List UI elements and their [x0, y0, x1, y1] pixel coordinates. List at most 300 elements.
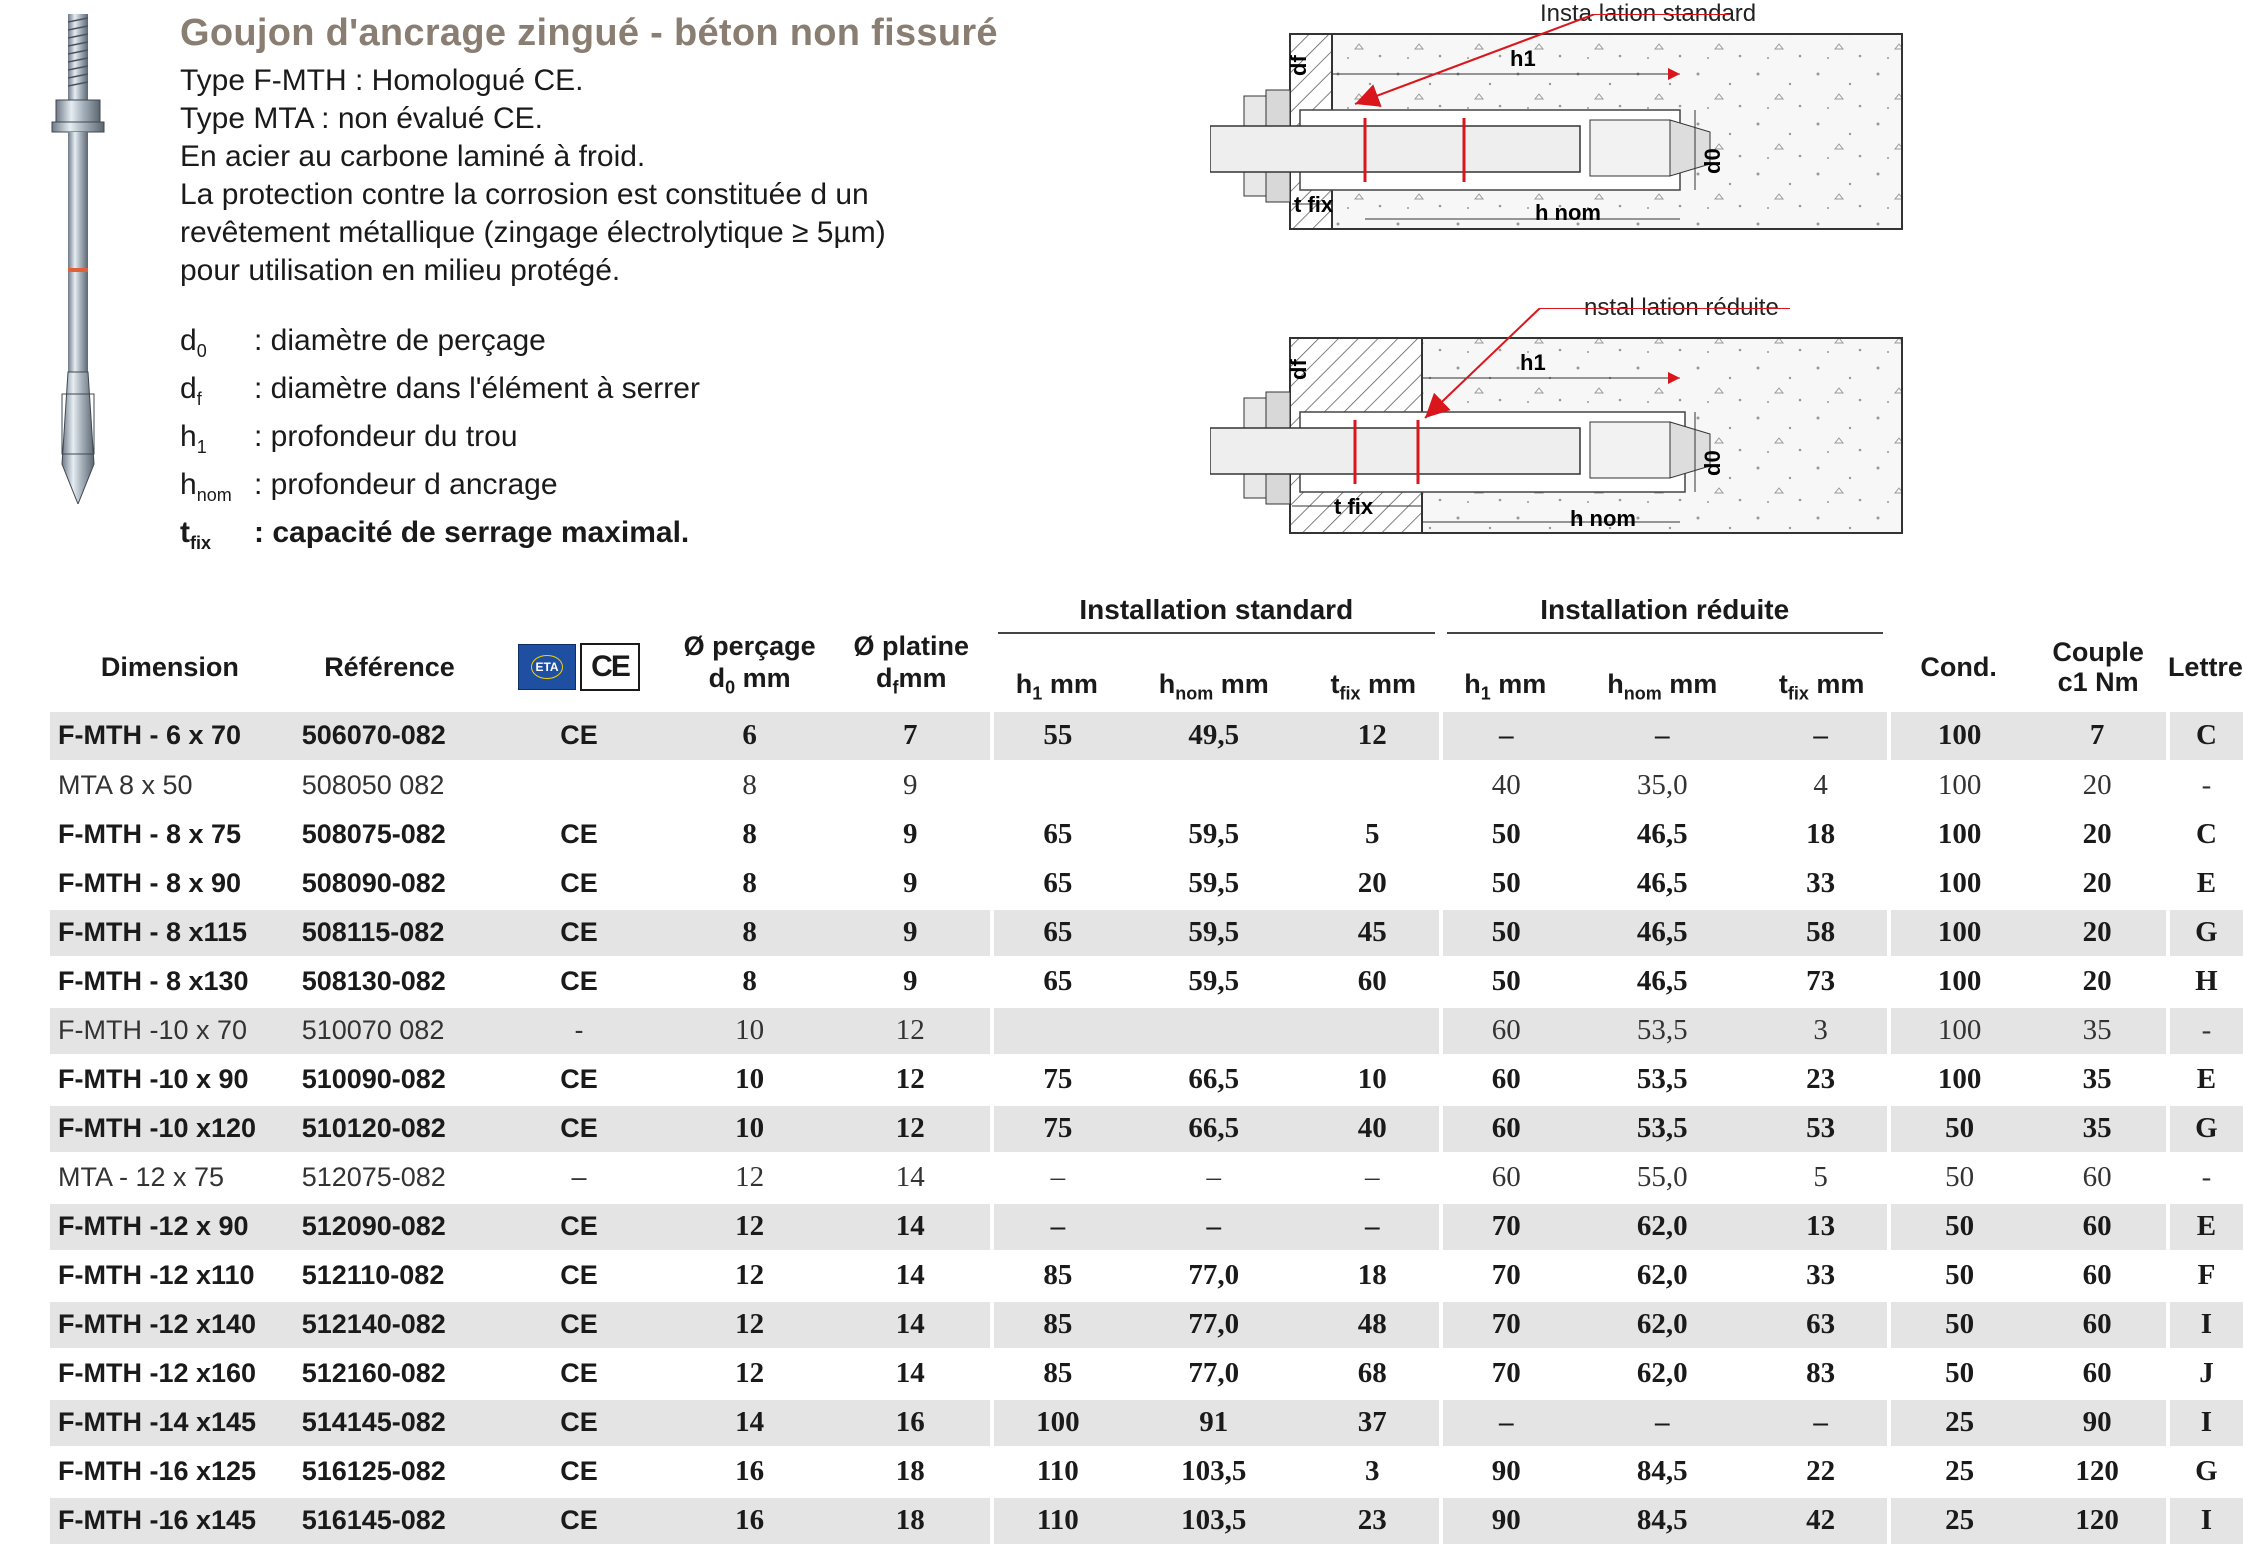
cell-r-hnom: 84,5 [1570, 1447, 1754, 1496]
header-percage-label: Ø perçage [683, 631, 816, 662]
cell-r-tfix: – [1754, 1398, 1889, 1447]
table-row [50, 712, 2243, 761]
cell-r-hnom: 84,5 [1570, 1496, 1754, 1545]
cell-d0: 8 [669, 810, 831, 859]
cell-hnom: 66,5 [1122, 1055, 1306, 1104]
header-group-standard [992, 590, 1440, 638]
cell-r-hnom: 46,5 [1570, 810, 1754, 859]
spec-table [50, 590, 2243, 1547]
label-df: df [1286, 55, 1311, 76]
cell-r-h1: 50 [1441, 957, 1571, 1006]
cell-r-tfix: 4 [1754, 761, 1889, 810]
cell-couple: 35 [2028, 1055, 2168, 1104]
cell-r-h1: 70 [1441, 1349, 1571, 1398]
cell-dimension: F-MTH -12 x 90 [50, 1202, 290, 1251]
cell-df: 14 [830, 1202, 992, 1251]
cell-approval: CE [489, 1251, 668, 1300]
cell-hnom: 59,5 [1122, 859, 1306, 908]
label-h1: h1 [1510, 46, 1536, 71]
cell-cond: 100 [1889, 1006, 2028, 1055]
cell-lettre: C [2168, 810, 2243, 859]
cell-r-h1: 90 [1441, 1496, 1571, 1545]
cell-couple: 35 [2028, 1006, 2168, 1055]
cell-tfix: 20 [1306, 859, 1441, 908]
cell-r-h1: – [1441, 712, 1571, 761]
cell-couple: 20 [2028, 761, 2168, 810]
cell-tfix: – [1306, 1153, 1441, 1202]
cell-lettre: H [2168, 957, 2243, 1006]
header-lettre: Lettre [2167, 651, 2243, 682]
spec-table-body [50, 712, 2243, 1545]
cell-tfix: 37 [1306, 1398, 1441, 1447]
cell-r-h1: 60 [1441, 1006, 1571, 1055]
cell-tfix: 23 [1306, 1496, 1441, 1545]
cell-approval: - [489, 1006, 668, 1055]
cell-tfix [1306, 761, 1441, 810]
legend-symbol: h [180, 468, 197, 501]
cell-lettre: I [2168, 1496, 2243, 1545]
legend-subscript: 1 [196, 437, 207, 457]
cell-approval: CE [489, 1104, 668, 1153]
cell-lettre: C [2168, 712, 2243, 761]
cell-r-tfix: 53 [1754, 1104, 1889, 1153]
cell-approval: CE [489, 1496, 668, 1545]
cell-r-tfix: 33 [1754, 859, 1889, 908]
symbol-legend [180, 322, 700, 562]
cell-h1: 85 [992, 1251, 1122, 1300]
cell-r-hnom: 35,0 [1570, 761, 1754, 810]
cell-hnom: – [1122, 1153, 1306, 1202]
cell-d0: 6 [669, 712, 831, 761]
cell-cond: 50 [1889, 1349, 2028, 1398]
cell-df: 7 [830, 712, 992, 761]
cell-r-tfix: 58 [1754, 908, 1889, 957]
cell-h1: – [992, 1202, 1122, 1251]
legend-subscript: f [196, 389, 202, 409]
cell-reference: 512140-082 [290, 1300, 490, 1349]
cell-r-h1: 50 [1441, 908, 1571, 957]
cell-couple: 20 [2028, 859, 2168, 908]
header-r-tfix: $t_{fix}$ mm [1778, 668, 1865, 703]
anchor-bolt-image [48, 14, 108, 504]
header-tfix: $t_{fix}$ mm [1330, 668, 1416, 703]
cell-r-hnom: 53,5 [1570, 1104, 1754, 1153]
cell-reference: 510120-082 [290, 1104, 490, 1153]
table-row [50, 1496, 2243, 1545]
table-row [50, 859, 2243, 908]
cell-dimension: F-MTH -16 x145 [50, 1496, 290, 1545]
cell-h1: 65 [992, 957, 1122, 1006]
cell-r-h1: 70 [1441, 1300, 1571, 1349]
label-tfix: t fix [1334, 494, 1374, 519]
cell-r-h1: – [1441, 1398, 1571, 1447]
cell-cond: 100 [1889, 1055, 2028, 1104]
legend-row [180, 418, 700, 466]
cell-r-h1: 60 [1441, 1104, 1571, 1153]
table-row [50, 1251, 2243, 1300]
cell-tfix: 18 [1306, 1251, 1441, 1300]
label-tfix: t fix [1294, 192, 1334, 217]
cell-r-h1: 60 [1441, 1153, 1571, 1202]
table-row [50, 1153, 2243, 1202]
cell-reference: 508090-082 [290, 859, 490, 908]
table-row [50, 1055, 2243, 1104]
cell-cond: 100 [1889, 957, 2028, 1006]
cell-dimension: F-MTH - 8 x 75 [50, 810, 290, 859]
cell-couple: 60 [2028, 1300, 2168, 1349]
cell-r-tfix: 63 [1754, 1300, 1889, 1349]
cell-r-tfix: – [1754, 712, 1889, 761]
desc-line: La protection contre la corrosion est constituée d un [180, 178, 869, 211]
cell-reference: 512110-082 [290, 1251, 490, 1300]
cell-couple: 60 [2028, 1153, 2168, 1202]
cell-d0: 8 [669, 957, 831, 1006]
header-percage: Ø perçage $d_0$ mm [683, 631, 816, 698]
legend-row [180, 370, 700, 418]
cell-lettre: E [2168, 1055, 2243, 1104]
header-couple-line1: Couple [2052, 637, 2144, 667]
header-approval [489, 590, 668, 712]
cell-d0: 10 [669, 1055, 831, 1104]
table-row [50, 1349, 2243, 1398]
cell-couple: 20 [2028, 810, 2168, 859]
label-hnom: h nom [1535, 200, 1601, 225]
table-row [50, 957, 2243, 1006]
cell-lettre: J [2168, 1349, 2243, 1398]
cell-h1: 55 [992, 712, 1122, 761]
cell-dimension: MTA - 12 x 75 [50, 1153, 290, 1202]
table-row [50, 810, 2243, 859]
cell-lettre: E [2168, 1202, 2243, 1251]
cell-df: 9 [830, 957, 992, 1006]
cell-dimension: F-MTH -14 x145 [50, 1398, 290, 1447]
cell-dimension: F-MTH -10 x120 [50, 1104, 290, 1153]
cell-h1: – [992, 1153, 1122, 1202]
cell-r-tfix: 13 [1754, 1202, 1889, 1251]
cell-df: 9 [830, 908, 992, 957]
cell-df: 14 [830, 1251, 992, 1300]
cell-approval: CE [489, 908, 668, 957]
cell-reference: 508130-082 [290, 957, 490, 1006]
cell-r-hnom: 62,0 [1570, 1251, 1754, 1300]
legend-row [180, 322, 700, 370]
cell-tfix: – [1306, 1202, 1441, 1251]
cell-tfix: 5 [1306, 810, 1441, 859]
cell-r-tfix: 42 [1754, 1496, 1889, 1545]
header-h1: $h_1$ mm [1015, 668, 1098, 703]
cell-cond: 100 [1889, 859, 2028, 908]
legend-text: : profondeur du trou [254, 420, 518, 453]
cell-df: 14 [830, 1349, 992, 1398]
header-platine-unit: mm [898, 663, 947, 694]
cell-d0: 10 [669, 1006, 831, 1055]
ce-mark-icon: CE [580, 643, 640, 691]
cell-d0: 12 [669, 1300, 831, 1349]
cell-approval: CE [489, 1447, 668, 1496]
cell-dimension: F-MTH - 8 x130 [50, 957, 290, 1006]
cell-r-tfix: 23 [1754, 1055, 1889, 1104]
cell-r-h1: 60 [1441, 1055, 1571, 1104]
eta-logo-icon [518, 644, 576, 690]
cell-couple: 7 [2028, 712, 2168, 761]
diagram-standard-caption: Insta lation standard [1540, 0, 1757, 27]
cell-hnom: 103,5 [1122, 1496, 1306, 1545]
header-r-hnom: $h_{nom}$ mm [1607, 668, 1718, 703]
cell-tfix: 48 [1306, 1300, 1441, 1349]
legend-subscript: nom [196, 485, 232, 505]
diagram-installation-standard [1210, 14, 1910, 254]
cell-r-tfix: 83 [1754, 1349, 1889, 1398]
header-cond: Cond. [1920, 651, 1997, 682]
cell-cond: 100 [1889, 712, 2028, 761]
cell-lettre: G [2168, 1104, 2243, 1153]
cell-df: 18 [830, 1496, 992, 1545]
cell-cond: 100 [1889, 761, 2028, 810]
product-title: Goujon d'ancrage zingué - béton non fissuré [180, 12, 998, 54]
cell-reference: 508050 082 [290, 761, 490, 810]
cell-lettre: I [2168, 1398, 2243, 1447]
cell-reference: 508115-082 [290, 908, 490, 957]
legend-subscript: fix [190, 533, 212, 553]
cell-r-tfix: 3 [1754, 1006, 1889, 1055]
table-row [50, 1006, 2243, 1055]
cell-hnom: 77,0 [1122, 1300, 1306, 1349]
cell-h1 [992, 761, 1122, 810]
table-row [50, 908, 2243, 957]
cell-couple: 60 [2028, 1251, 2168, 1300]
cell-df: 14 [830, 1153, 992, 1202]
diagram-reduite-caption: nstal lation réduite [1584, 294, 1779, 321]
cell-r-tfix: 33 [1754, 1251, 1889, 1300]
cell-r-hnom: 46,5 [1570, 957, 1754, 1006]
cell-h1: 110 [992, 1447, 1122, 1496]
cell-dimension: F-MTH -16 x125 [50, 1447, 290, 1496]
legend-symbol: h [180, 420, 197, 453]
cell-r-hnom: – [1570, 712, 1754, 761]
cell-reference: 514145-082 [290, 1398, 490, 1447]
cell-hnom: 59,5 [1122, 908, 1306, 957]
cell-tfix: 3 [1306, 1447, 1441, 1496]
label-d0: d0 [1700, 450, 1725, 476]
cell-cond: 25 [1889, 1398, 2028, 1447]
desc-line: revêtement métallique (zingage électrolytique ≥ 5µm) [180, 216, 886, 249]
cell-reference: 508075-082 [290, 810, 490, 859]
cell-hnom: 91 [1122, 1398, 1306, 1447]
label-df: df [1286, 359, 1311, 380]
cell-hnom: – [1122, 1202, 1306, 1251]
cell-couple: 20 [2028, 957, 2168, 1006]
cell-dimension: F-MTH -12 x110 [50, 1251, 290, 1300]
cell-d0: 12 [669, 1251, 831, 1300]
table-row [50, 1202, 2243, 1251]
cell-r-hnom: 46,5 [1570, 859, 1754, 908]
description [180, 62, 886, 290]
legend-text: : diamètre de perçage [254, 324, 546, 357]
cell-d0: 8 [669, 908, 831, 957]
cell-approval: CE [489, 1300, 668, 1349]
cell-h1: 65 [992, 810, 1122, 859]
cell-hnom: 59,5 [1122, 810, 1306, 859]
cell-r-hnom: – [1570, 1398, 1754, 1447]
label-d0: d0 [1700, 148, 1725, 174]
cell-df: 12 [830, 1104, 992, 1153]
cell-h1: 85 [992, 1349, 1122, 1398]
cell-approval: – [489, 1153, 668, 1202]
cell-cond: 25 [1889, 1447, 2028, 1496]
cell-tfix [1306, 1006, 1441, 1055]
header-r-h1: $h_1$ mm [1464, 668, 1547, 703]
cell-dimension: F-MTH - 6 x 70 [50, 712, 290, 761]
cell-r-h1: 50 [1441, 810, 1571, 859]
cell-r-tfix: 22 [1754, 1447, 1889, 1496]
cell-df: 9 [830, 859, 992, 908]
eta-label: ETA [531, 655, 562, 679]
legend-text: : diamètre dans l'élément à serrer [254, 372, 700, 405]
cell-hnom: 77,0 [1122, 1349, 1306, 1398]
cell-dimension: F-MTH -10 x 90 [50, 1055, 290, 1104]
cell-tfix: 60 [1306, 957, 1441, 1006]
desc-line: En acier au carbone laminé à froid. [180, 140, 646, 173]
table-row [50, 1398, 2243, 1447]
cell-df: 9 [830, 761, 992, 810]
cell-reference: 512075-082 [290, 1153, 490, 1202]
cell-cond: 25 [1889, 1496, 2028, 1545]
cell-lettre: G [2168, 1447, 2243, 1496]
cell-r-h1: 40 [1441, 761, 1571, 810]
cell-r-hnom: 53,5 [1570, 1006, 1754, 1055]
legend-subscript: 0 [196, 341, 207, 361]
cell-approval: CE [489, 859, 668, 908]
cell-d0: 8 [669, 761, 831, 810]
header-platine-label: Ø platine [853, 631, 969, 662]
cell-hnom: 103,5 [1122, 1447, 1306, 1496]
cell-tfix: 12 [1306, 712, 1441, 761]
cell-h1: 75 [992, 1055, 1122, 1104]
group-standard-label: Installation standard [998, 594, 1434, 634]
cell-couple: 60 [2028, 1202, 2168, 1251]
cell-d0: 12 [669, 1202, 831, 1251]
cell-cond: 50 [1889, 1202, 2028, 1251]
cell-reference: 512160-082 [290, 1349, 490, 1398]
cell-dimension: F-MTH -12 x140 [50, 1300, 290, 1349]
cell-couple: 90 [2028, 1398, 2168, 1447]
header-percage-unit: mm [742, 663, 791, 694]
cell-r-hnom: 53,5 [1570, 1055, 1754, 1104]
cell-d0: 14 [669, 1398, 831, 1447]
header-couple [2028, 590, 2168, 712]
desc-line: pour utilisation en milieu protégé. [180, 254, 621, 287]
cell-reference: 516125-082 [290, 1447, 490, 1496]
cell-dimension: MTA 8 x 50 [50, 761, 290, 810]
cell-df: 18 [830, 1447, 992, 1496]
cell-tfix: 10 [1306, 1055, 1441, 1104]
cell-couple: 35 [2028, 1104, 2168, 1153]
cell-h1: 110 [992, 1496, 1122, 1545]
cell-lettre: I [2168, 1300, 2243, 1349]
cell-reference: 510070 082 [290, 1006, 490, 1055]
cell-dimension: F-MTH - 8 x115 [50, 908, 290, 957]
cell-h1: 85 [992, 1300, 1122, 1349]
cell-df: 12 [830, 1055, 992, 1104]
cell-couple: 120 [2028, 1496, 2168, 1545]
cell-reference: 506070-082 [290, 712, 490, 761]
header-dimension: Dimension [100, 651, 239, 682]
cell-couple: 120 [2028, 1447, 2168, 1496]
cell-h1: 65 [992, 908, 1122, 957]
cell-tfix: 45 [1306, 908, 1441, 957]
cell-approval: CE [489, 957, 668, 1006]
cell-approval: CE [489, 1349, 668, 1398]
cell-d0: 12 [669, 1153, 831, 1202]
legend-row [180, 514, 700, 562]
cell-d0: 16 [669, 1496, 831, 1545]
cell-hnom: 49,5 [1122, 712, 1306, 761]
legend-symbol: d [180, 372, 197, 405]
cell-hnom [1122, 761, 1306, 810]
cell-lettre: E [2168, 859, 2243, 908]
desc-line: Type F-MTH : Homologué CE. [180, 64, 584, 97]
cell-approval: CE [489, 1055, 668, 1104]
cell-lettre: - [2168, 1006, 2243, 1055]
cell-r-tfix: 18 [1754, 810, 1889, 859]
cell-r-hnom: 55,0 [1570, 1153, 1754, 1202]
cell-hnom: 77,0 [1122, 1251, 1306, 1300]
cell-r-hnom: 62,0 [1570, 1349, 1754, 1398]
cell-lettre: - [2168, 761, 2243, 810]
legend-text: : profondeur d ancrage [254, 468, 558, 501]
cell-hnom: 66,5 [1122, 1104, 1306, 1153]
cell-d0: 10 [669, 1104, 831, 1153]
cell-hnom [1122, 1006, 1306, 1055]
cell-lettre: G [2168, 908, 2243, 957]
cell-approval [489, 761, 668, 810]
cell-couple: 20 [2028, 908, 2168, 957]
cell-reference: 510090-082 [290, 1055, 490, 1104]
cell-cond: 50 [1889, 1104, 2028, 1153]
cell-cond: 50 [1889, 1153, 2028, 1202]
cell-h1: 100 [992, 1398, 1122, 1447]
cell-r-hnom: 62,0 [1570, 1300, 1754, 1349]
legend-symbol: t [180, 516, 190, 549]
cell-dimension: F-MTH -12 x160 [50, 1349, 290, 1398]
legend-row [180, 466, 700, 514]
cell-d0: 12 [669, 1349, 831, 1398]
desc-line: Type MTA : non évalué CE. [180, 102, 543, 135]
table-row [50, 761, 2243, 810]
cell-r-hnom: 46,5 [1570, 908, 1754, 957]
cell-dimension: F-MTH -10 x 70 [50, 1006, 290, 1055]
cell-df: 9 [830, 810, 992, 859]
cell-cond: 100 [1889, 908, 2028, 957]
cell-cond: 100 [1889, 810, 2028, 859]
legend-text: : capacité de serrage maximal. [254, 516, 690, 549]
cell-h1: 65 [992, 859, 1122, 908]
table-row [50, 1447, 2243, 1496]
cell-tfix: 68 [1306, 1349, 1441, 1398]
cell-d0: 16 [669, 1447, 831, 1496]
cell-df: 12 [830, 1006, 992, 1055]
cell-h1 [992, 1006, 1122, 1055]
label-hnom: h nom [1570, 506, 1636, 531]
cell-df: 14 [830, 1300, 992, 1349]
cell-couple: 60 [2028, 1349, 2168, 1398]
cell-cond: 50 [1889, 1251, 2028, 1300]
header-couple-line2: c1 Nm [2057, 667, 2139, 697]
cell-r-tfix: 5 [1754, 1153, 1889, 1202]
cell-lettre: - [2168, 1153, 2243, 1202]
cell-r-h1: 70 [1441, 1251, 1571, 1300]
cell-r-h1: 50 [1441, 859, 1571, 908]
